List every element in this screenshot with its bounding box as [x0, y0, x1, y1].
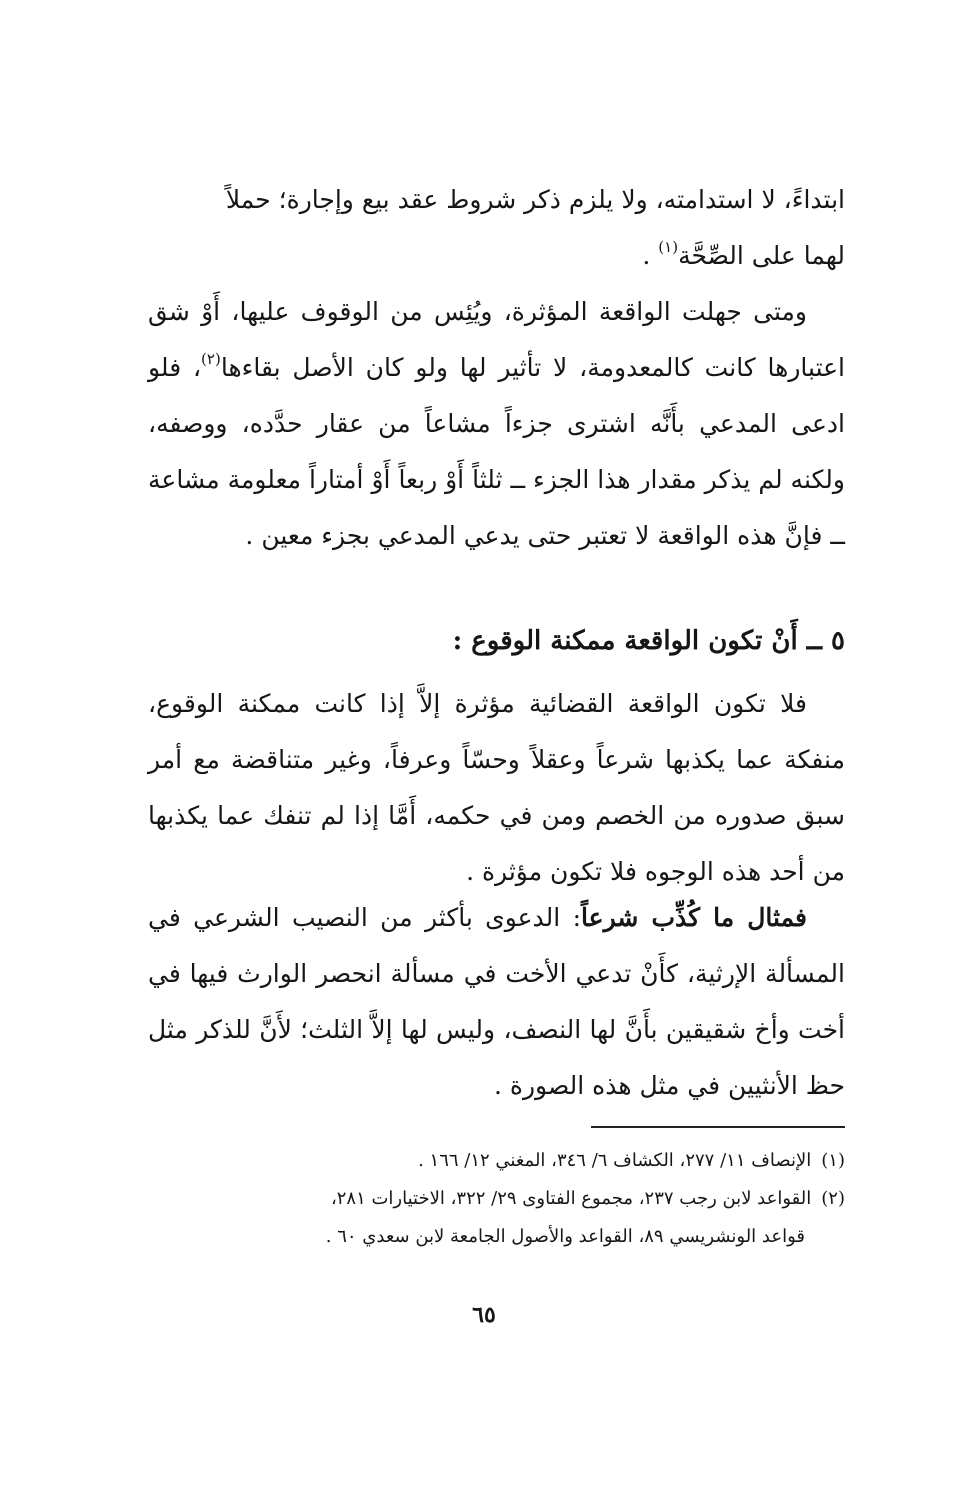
paragraph	[148, 284, 845, 564]
footnote-separator	[591, 1126, 845, 1128]
footnote-1	[200, 1142, 845, 1180]
footnote-text: الإنصاف ١١/ ٢٧٧، الكشاف ٦/ ٣٤٦، المغني ١٢/ ١٦٦ .	[418, 1150, 812, 1171]
footnote-number: (١)	[821, 1150, 845, 1171]
paragraph-text: ، فلو ادعى المدعي بأَنَّه اشترى جزءاً مشاعاً من عقار حدَّده، ووصفه، ولكنه لم يذكر مقدار هذا الجزء ــ ثلثاً أَوْ ربعاً أَوْ أمتاراً معلومة مشاعة ــ فإنَّ هذه الواقعة لا تعتبر حتى يدعي المدعي بجزء معين .	[148, 353, 845, 550]
footnote-2-continuation: قواعد الونشريسي ٨٩، القواعد والأصول الجامعة لابن سعدي ٦٠ .	[325, 1226, 805, 1247]
paragraph	[148, 890, 845, 1114]
example-lead: فمثال ما كُذِّب شرعاً	[581, 903, 807, 932]
page-number: ٦٥	[472, 1302, 496, 1328]
paragraph-unknown-fact	[148, 284, 845, 564]
paragraph-text: : الدعوى بأكثر من النصيب الشرعي في المسألة الإرثية، كأَنْ تدعي الأخت في مسألة انحصر الوارث فيها في أخت وأخ شقيقين بأَنَّ لها النصف، وليس لها إلاَّ الثلث؛ لأَنَّ للذكر مثل حظ الأنثيين في مثل هذه الصورة .	[148, 903, 845, 1100]
footnote-text: القواعد لابن رجب ٢٣٧، مجموع الفتاوى ٢٩/ ٣٢٢، الاختيارات ٢٨١،	[330, 1188, 812, 1209]
paragraph-text: لهما على الصِّحَّة	[678, 241, 845, 270]
heading-text: ٥ ــ أَنْ تكون الواقعة ممكنة الوقوع :	[452, 626, 845, 656]
footnote-2	[200, 1180, 845, 1218]
paragraph-continuation	[148, 172, 845, 284]
paragraph-text: ومتى جهلت الواقعة المؤثرة، ويُئِس من الوقوف عليها، أَوْ شق اعتبارها كانت كالمعدومة، لا تأثير لها ولو كان الأصل بقاءها	[148, 297, 845, 382]
paragraph-line: ابتداءً، لا استدامته، ولا يلزم ذكر شروط عقد بيع وإجارة؛ حملاً	[225, 185, 845, 214]
section-heading	[148, 613, 845, 669]
footnotes	[200, 1142, 845, 1256]
paragraph-line	[148, 228, 845, 284]
footnote-ref: (٢)	[201, 350, 221, 368]
paragraph-text: .	[642, 241, 659, 270]
footnote-ref: (١)	[658, 238, 679, 256]
paragraph: فلا تكون الواقعة القضائية مؤثرة إلاَّ إذا كانت ممكنة الوقوع، منفكة عما يكذبها شرعاً وعقلاً وحسّاً وعرفاً، وغير متناقضة مع أمر سبق صدوره من الخصم ومن في حكمه، أَمَّا إذا لم تنفك عما يكذبها من أحد هذه الوجوه فلا تكون مؤثرة .	[148, 689, 845, 886]
paragraph-example	[148, 890, 845, 1114]
footnote-number: (٢)	[821, 1188, 845, 1209]
paragraph-possible-fact	[148, 676, 845, 900]
